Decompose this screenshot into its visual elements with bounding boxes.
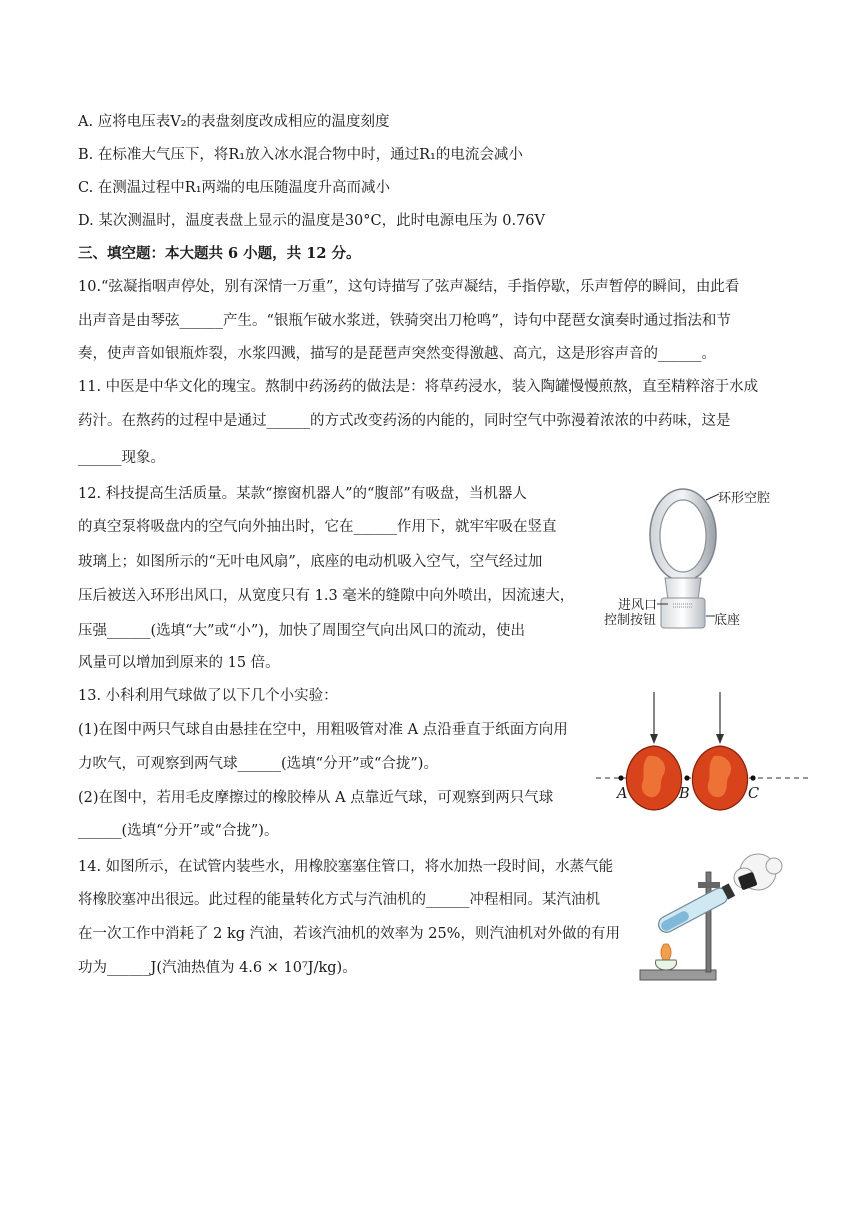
option-b: B. 在标准大气压下，将R₁放入冰水混合物中时，通过R₁的电流会减小 bbox=[78, 147, 523, 163]
balloon-point-b: B bbox=[679, 786, 690, 802]
balloon-point-a: A bbox=[617, 786, 628, 802]
q12-line-3: 玻璃上；如图所示的“无叶电风扇”，底座的电动机吸入空气，空气经过加 bbox=[78, 554, 543, 570]
q13-line-5: ______(选填“分开”或“合拢”)。 bbox=[78, 823, 279, 839]
q12-line-1: 12. 科技提高生活质量。某款“擦窗机器人”的“腹部”有吸盘，当机器人 bbox=[78, 486, 527, 502]
option-d: D. 某次测温时，温度表盘上显示的温度是30°C，此时电源电压为 0.76V bbox=[78, 213, 545, 229]
fan-inlet-label: 进风口 bbox=[618, 598, 658, 613]
balloon-point-c: C bbox=[748, 786, 760, 802]
q14-line-2: 将橡胶塞冲出很远。此过程的能量转化方式与汽油机的______冲程相同。某汽油机 bbox=[78, 892, 600, 908]
test-tube-figure bbox=[636, 852, 786, 988]
alcohol-lamp bbox=[655, 960, 676, 970]
q11-line-2: 药汁。在熬药的过程中是通过______的方式改变药汤的内能的，同时空气中弥漫着浓浓的中药味，这是 bbox=[78, 413, 731, 429]
fan-button-label: 控制按钮 bbox=[604, 613, 657, 628]
q12-line-5: 压强______(选填“大”或“小”)，加快了周围空气向出风口的流动，使出 bbox=[78, 623, 525, 639]
flame bbox=[661, 944, 671, 962]
q14-line-1: 14. 如图所示，在试管内装些水，用橡胶塞塞住管口，将水加热一段时间，水蒸气能 bbox=[78, 859, 614, 875]
option-a: A. 应将电压表V₂的表盘刻度改成相应的温度刻度 bbox=[78, 114, 390, 130]
q13-line-3: 力吹气，可观察到两气球______(选填“分开”或“合拢”)。 bbox=[78, 756, 438, 772]
fan-base-label: 底座 bbox=[714, 613, 741, 628]
q12-line-6: 风量可以增加到原来的 15 倍。 bbox=[78, 655, 280, 671]
q13-line-1: 13. 小科利用气球做了以下几个小实验： bbox=[78, 688, 338, 704]
q13-line-4: (2)在图中，若用毛皮摩擦过的橡胶棒从 A 点靠近气球，可观察到两只气球 bbox=[78, 790, 554, 806]
q12-line-2: 的真空泵将吸盘内的空气向外抽出时，它在______作用下，就牢牢吸在竖直 bbox=[78, 519, 557, 535]
q10-line-1: 10.“弦凝指咽声停处，别有深情一万重”，这句诗描写了弦声凝结，手指停歇，乐声暂停的瞬间，由此看 bbox=[78, 279, 740, 295]
option-c: C. 在测温过程中R₁两端的电压随温度升高而减小 bbox=[78, 180, 391, 196]
q14-line-4: 功为______J(汽油热值为 4.6 × 10⁷J/kg)。 bbox=[78, 960, 357, 976]
q14-line-3: 在一次工作中消耗了 2 kg 汽油，若该汽油机的效率为 25%，则汽油机对外做的有用 bbox=[78, 926, 620, 942]
q11-line-1: 11. 中医是中华文化的瑰宝。熬制中药汤药的做法是：将草药浸水，装入陶罐慢慢煎熬，直至精粹溶于水成 bbox=[78, 379, 759, 395]
fan-ring-label: 环形空腔 bbox=[718, 491, 771, 506]
q10-line-2: 出声音是由琴弦______产生。“银瓶乍破水浆迸，铁骑突出刀枪鸣”，诗句中琵琶女演奏时通过指法和节 bbox=[78, 313, 731, 329]
section-title: 三、填空题：本大题共 6 小题，共 12 分。 bbox=[78, 245, 361, 262]
q12-line-4: 压后被送入环形出风口，从宽度只有 1.3 毫米的缝隙中向外喷出，因流速大， bbox=[78, 588, 575, 604]
fan-base bbox=[661, 598, 705, 628]
q13-line-2: (1)在图中两只气球自由悬挂在空中，用粗吸管对准 A 点沿垂直于纸面方向用 bbox=[78, 722, 568, 738]
q10-line-3: 奏，使声音如银瓶炸裂，水浆四溅，描写的是琵琶声突然变得激越、高亢，这是形容声音的______。 bbox=[78, 346, 716, 362]
q11-line-3: ______现象。 bbox=[78, 450, 165, 466]
stand-base bbox=[640, 970, 716, 980]
